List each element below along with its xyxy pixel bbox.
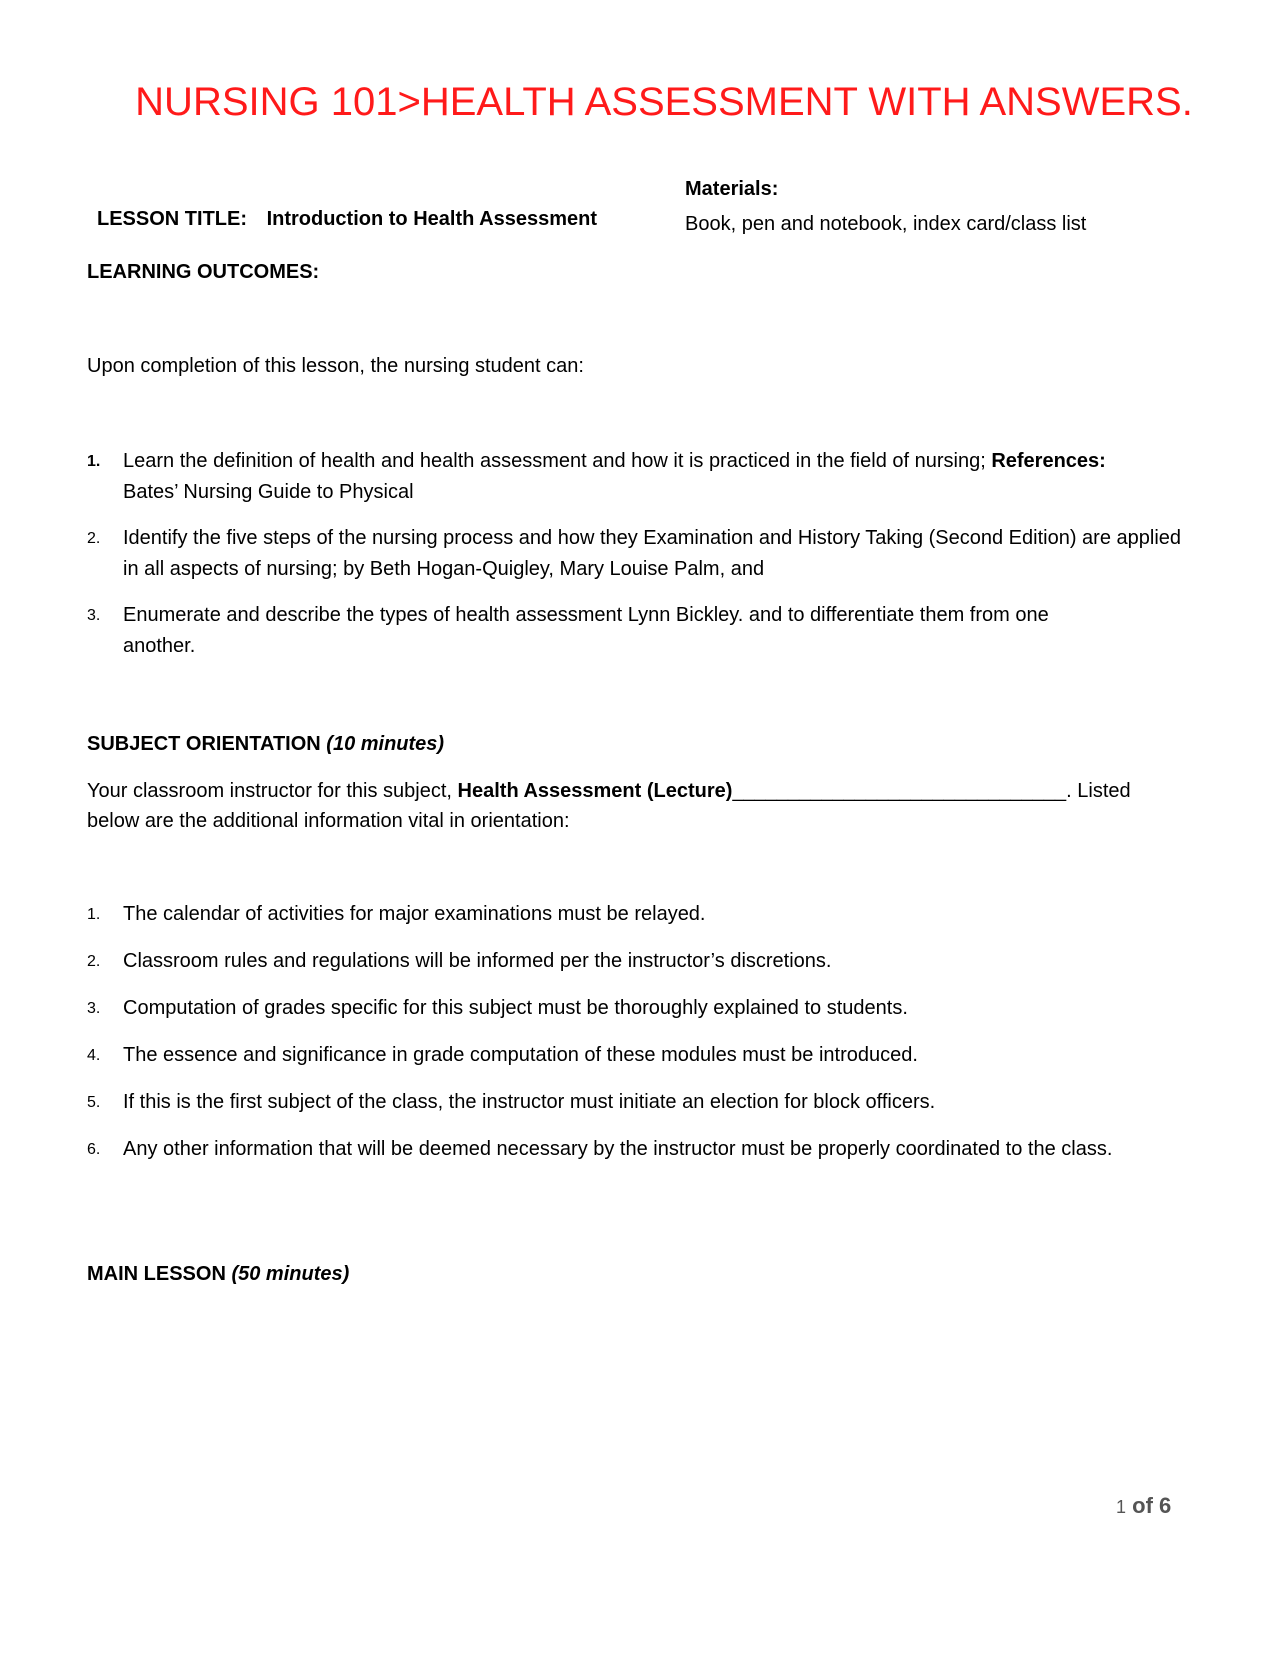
list-item	[87, 1134, 1123, 1165]
list-number: 2.	[87, 530, 101, 547]
page-total: of 6	[1132, 1493, 1172, 1518]
list-number: 5.	[87, 1094, 101, 1111]
list-item	[87, 523, 1187, 585]
subject-orientation-title: SUBJECT ORIENTATION	[87, 733, 321, 755]
list-item	[87, 446, 1187, 508]
list-item	[87, 993, 1187, 1024]
list-text: The essence and significance in grade computation of these modules must be introduced.	[123, 1044, 918, 1066]
list-item	[87, 1087, 1187, 1118]
list-number: 3.	[87, 1000, 101, 1017]
list-number: 6.	[87, 1141, 101, 1158]
subject-orientation-duration: (10 minutes)	[326, 733, 445, 755]
list-text: Classroom rules and regulations will be informed per the instructor’s discretions.	[123, 950, 832, 972]
orientation-text: Your classroom instructor for this subject,	[87, 780, 458, 802]
main-lesson-duration: (50 minutes)	[231, 1263, 350, 1285]
list-number: 4.	[87, 1047, 101, 1064]
list-item	[87, 1040, 1187, 1071]
subject-name: Health Assessment (Lecture)	[457, 780, 733, 802]
list-text: Identify the five steps of the nursing process and how they Examination and History Taking (Second Edition) are applied in all aspects of nursing; by Beth Hogan-Quigley, Mary Louise Palm, and	[123, 527, 1182, 580]
orientation-text-end: . Listed below are the additional information vital in orientation:	[87, 780, 1131, 832]
subject-orientation-paragraph	[87, 776, 1147, 836]
learning-outcomes-intro: Upon completion of this lesson, the nursing student can:	[87, 355, 584, 377]
list-text: The calendar of activities for major examinations must be relayed.	[123, 903, 706, 925]
list-text: Any other information that will be deemed necessary by the instructor must be properly coordinated to the class.	[123, 1138, 1113, 1160]
materials-text: Book, pen and notebook, index card/class list	[685, 213, 1087, 235]
subject-orientation-heading	[87, 733, 444, 756]
main-lesson-heading	[87, 1263, 349, 1286]
lesson-title-value: Introduction to Health Assessment	[266, 208, 597, 230]
page-indicator	[1116, 1493, 1171, 1519]
list-item	[87, 899, 1187, 930]
references-label: References:	[991, 450, 1106, 472]
list-item	[87, 946, 1187, 977]
learning-outcomes-list	[87, 446, 1187, 677]
list-text-continued: Bates’ Nursing Guide to Physical	[123, 481, 414, 503]
list-number: 1.	[87, 453, 101, 470]
list-text: Computation of grades specific for this subject must be thoroughly explained to students.	[123, 997, 908, 1019]
document-title: NURSING 101>HEALTH ASSESSMENT WITH ANSWERS.	[135, 80, 1193, 124]
list-text: Enumerate and describe the types of health assessment Lynn Bickley. and to differentiate them from one another.	[123, 604, 1049, 657]
lesson-title	[97, 208, 597, 231]
main-lesson-title: MAIN LESSON	[87, 1263, 226, 1285]
instructor-blank: ______________________________	[732, 780, 1067, 802]
lesson-title-label: LESSON TITLE:	[97, 208, 247, 230]
page-current: 1	[1116, 1497, 1127, 1517]
list-number: 3.	[87, 607, 101, 624]
learning-outcomes-heading: LEARNING OUTCOMES:	[87, 261, 320, 283]
list-number: 2.	[87, 953, 101, 970]
list-number: 1.	[87, 906, 101, 923]
orientation-list	[87, 899, 1187, 1181]
list-text: If this is the first subject of the class, the instructor must initiate an election for block officers.	[123, 1091, 936, 1113]
list-item	[87, 600, 1083, 662]
list-text: Learn the definition of health and health assessment and how it is practiced in the field of nursing;	[123, 450, 992, 472]
materials-label: Materials:	[685, 178, 779, 200]
